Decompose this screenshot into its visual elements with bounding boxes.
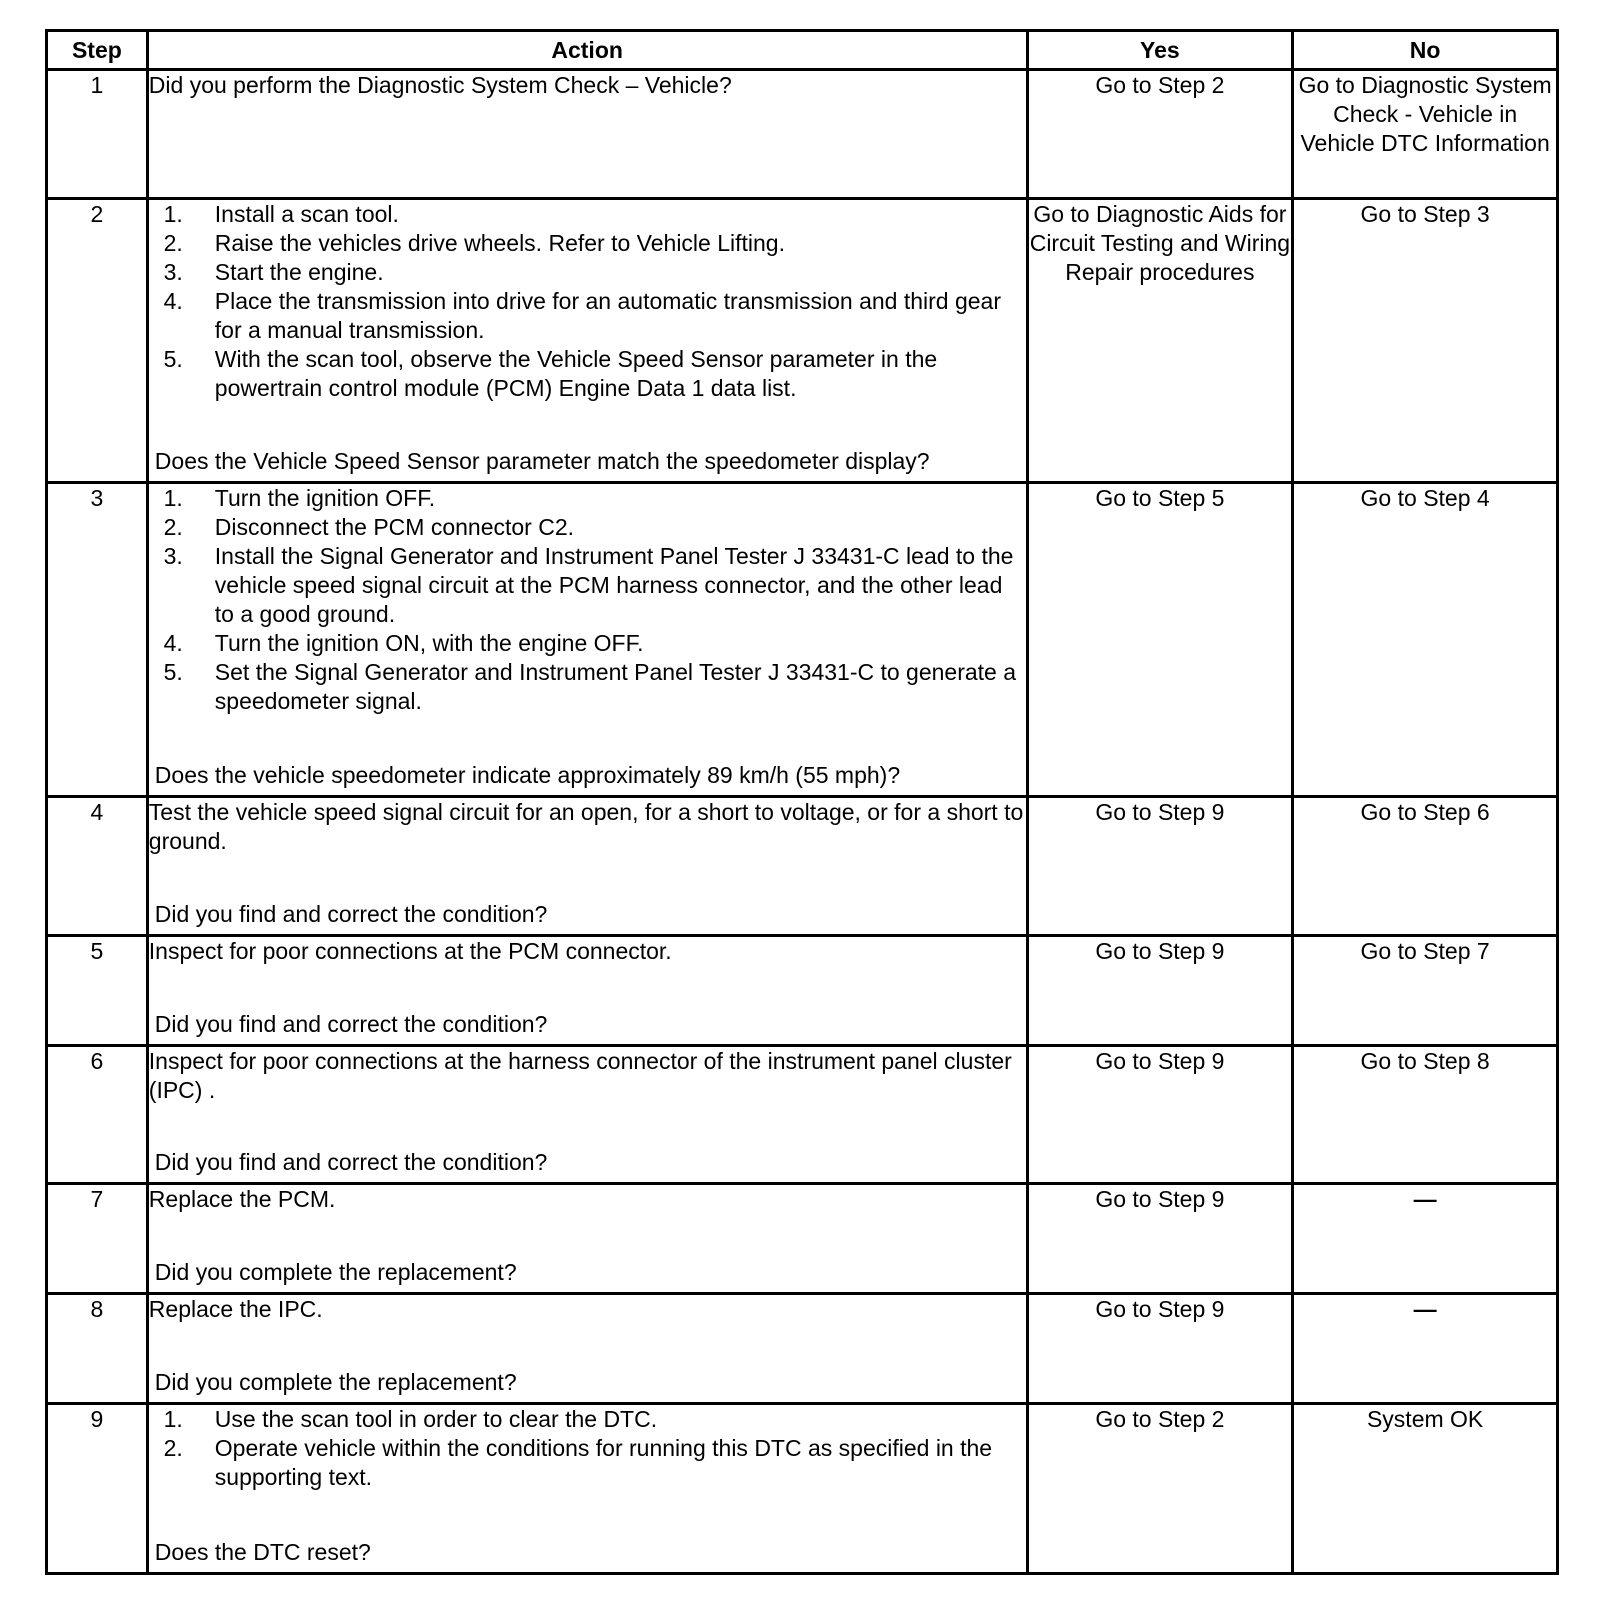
- list-item: [149, 629, 1026, 658]
- action-question: Does the Vehicle Speed Sensor parameter match the speedometer display?: [154, 448, 930, 475]
- header-row: [47, 31, 1558, 70]
- action-cell: [147, 935, 1027, 1045]
- list-item-text: Raise the vehicles drive wheels. Refer to Vehicle Lifting.: [214, 229, 785, 256]
- action-cell: [147, 483, 1027, 797]
- action-text: Replace the IPC.: [148, 1296, 323, 1323]
- list-item-number: 1.: [163, 485, 183, 512]
- no-result: —: [1293, 1294, 1558, 1404]
- yes-result: Go to Step 2: [1027, 70, 1293, 199]
- yes-result: Go to Step 9: [1027, 935, 1293, 1045]
- list-item-number: 2.: [163, 1435, 183, 1462]
- step-number: 6: [47, 1045, 148, 1184]
- list-item-text: Turn the ignition OFF.: [214, 485, 436, 512]
- list-item-text: Set the Signal Generator and Instrument Panel Tester J 33431-C to generate a speedometer signal.: [214, 659, 1017, 715]
- list-item-number: 3.: [163, 543, 183, 570]
- table-row: [47, 1294, 1558, 1404]
- no-result: Go to Step 4: [1293, 483, 1558, 797]
- table-row: [47, 198, 1558, 483]
- list-item: [149, 484, 1026, 513]
- action-steps-list: [149, 1405, 1026, 1492]
- step-number: 5: [47, 935, 148, 1045]
- list-item: [149, 229, 1026, 258]
- yes-result: Go to Step 9: [1027, 1045, 1293, 1184]
- yes-result: Go to Step 5: [1027, 483, 1293, 797]
- action-text: Did you perform the Diagnostic System Check – Vehicle?: [148, 72, 732, 98]
- table-row: [47, 1045, 1558, 1184]
- action-cell: [147, 1184, 1027, 1294]
- list-item-text: Disconnect the PCM connector C2.: [214, 514, 575, 541]
- diagnostic-table: [45, 29, 1559, 1575]
- list-item-number: 5.: [163, 345, 183, 372]
- action-question: Does the vehicle speedometer indicate approximately 89 km/h (55 mph)?: [154, 761, 901, 788]
- header-action: Action: [147, 31, 1027, 70]
- list-item-number: 2.: [163, 229, 183, 256]
- action-text: Test the vehicle speed signal circuit for an open, for a short to voltage, or for a short to ground.: [148, 798, 1024, 854]
- table-row: [47, 483, 1558, 797]
- action-question: Did you find and correct the condition?: [154, 1010, 548, 1037]
- action-steps-list: [149, 484, 1026, 716]
- yes-result: Go to Step 9: [1027, 1184, 1293, 1294]
- yes-result: Go to Diagnostic Aids for Circuit Testing and Wiring Repair procedures: [1027, 198, 1293, 483]
- header-no: No: [1293, 31, 1558, 70]
- action-cell: [147, 198, 1027, 483]
- yes-result: Go to Step 9: [1027, 1294, 1293, 1404]
- action-cell: [147, 70, 1027, 199]
- action-question: Did you complete the replacement?: [154, 1259, 517, 1286]
- list-item-text: Start the engine.: [214, 258, 384, 285]
- action-cell: [147, 796, 1027, 935]
- list-item: [149, 658, 1026, 716]
- action-question: Did you find and correct the condition?: [154, 1149, 548, 1176]
- yes-result: Go to Step 2: [1027, 1404, 1293, 1574]
- action-cell: [147, 1404, 1027, 1574]
- list-item-number: 5.: [163, 659, 183, 686]
- action-text: Replace the PCM.: [148, 1186, 336, 1213]
- table-row: [47, 70, 1558, 199]
- table-row: [47, 1184, 1558, 1294]
- step-number: 7: [47, 1184, 148, 1294]
- no-result: Go to Diagnostic System Check - Vehicle in Vehicle DTC Information: [1293, 70, 1558, 199]
- action-question: Does the DTC reset?: [154, 1539, 371, 1565]
- step-number: 8: [47, 1294, 148, 1404]
- action-question: Did you complete the replacement?: [154, 1369, 517, 1396]
- table-row: [47, 1404, 1558, 1574]
- list-item-text: Operate vehicle within the conditions for running this DTC as specified in the supporting text.: [214, 1435, 993, 1491]
- list-item-number: 2.: [163, 514, 183, 541]
- list-item: [149, 1434, 1026, 1492]
- list-item-text: Use the scan tool in order to clear the DTC.: [214, 1406, 658, 1433]
- header-yes: Yes: [1027, 31, 1293, 70]
- action-cell: [147, 1045, 1027, 1184]
- list-item-number: 4.: [163, 630, 183, 657]
- no-result: Go to Step 8: [1293, 1045, 1558, 1184]
- list-item-text: Install a scan tool.: [214, 200, 399, 227]
- action-question: Did you find and correct the condition?: [154, 900, 548, 927]
- step-number: 4: [47, 796, 148, 935]
- action-steps-list: [149, 200, 1026, 403]
- action-text: Inspect for poor connections at the PCM connector.: [148, 937, 672, 964]
- action-cell: [147, 1294, 1027, 1404]
- list-item: [149, 258, 1026, 287]
- list-item-text: With the scan tool, observe the Vehicle Speed Sensor parameter in the powertrain control module (PCM) Engine Data 1 data list.: [214, 345, 938, 401]
- list-item: [149, 287, 1026, 345]
- step-number: 1: [47, 70, 148, 199]
- action-text: Inspect for poor connections at the harness connector of the instrument panel cluster (IPC) .: [148, 1047, 1012, 1103]
- list-item: [149, 542, 1026, 629]
- list-item: [149, 345, 1026, 403]
- header-step: Step: [47, 31, 148, 70]
- step-number: 2: [47, 198, 148, 483]
- list-item-number: 1.: [163, 1406, 183, 1433]
- list-item: [149, 1405, 1026, 1434]
- step-number: 3: [47, 483, 148, 797]
- yes-result: Go to Step 9: [1027, 796, 1293, 935]
- table-row: [47, 935, 1558, 1045]
- list-item-text: Turn the ignition ON, with the engine OFF.: [214, 630, 644, 657]
- no-result: Go to Step 6: [1293, 796, 1558, 935]
- list-item-text: Install the Signal Generator and Instrument Panel Tester J 33431-C lead to the vehicle speed signal circuit at the PCM harness connector, and the other lead to a good ground.: [214, 543, 1014, 628]
- no-result: Go to Step 7: [1293, 935, 1558, 1045]
- list-item-number: 4.: [163, 287, 183, 314]
- list-item: [149, 513, 1026, 542]
- list-item: [149, 200, 1026, 229]
- list-item-number: 1.: [163, 200, 183, 227]
- no-result: —: [1293, 1184, 1558, 1294]
- no-result: System OK: [1293, 1404, 1558, 1574]
- no-result: Go to Step 3: [1293, 198, 1558, 483]
- list-item-text: Place the transmission into drive for an automatic transmission and third gear for a manual transmission.: [214, 287, 1002, 343]
- list-item-number: 3.: [163, 258, 183, 285]
- step-number: 9: [47, 1404, 148, 1574]
- table-row: [47, 796, 1558, 935]
